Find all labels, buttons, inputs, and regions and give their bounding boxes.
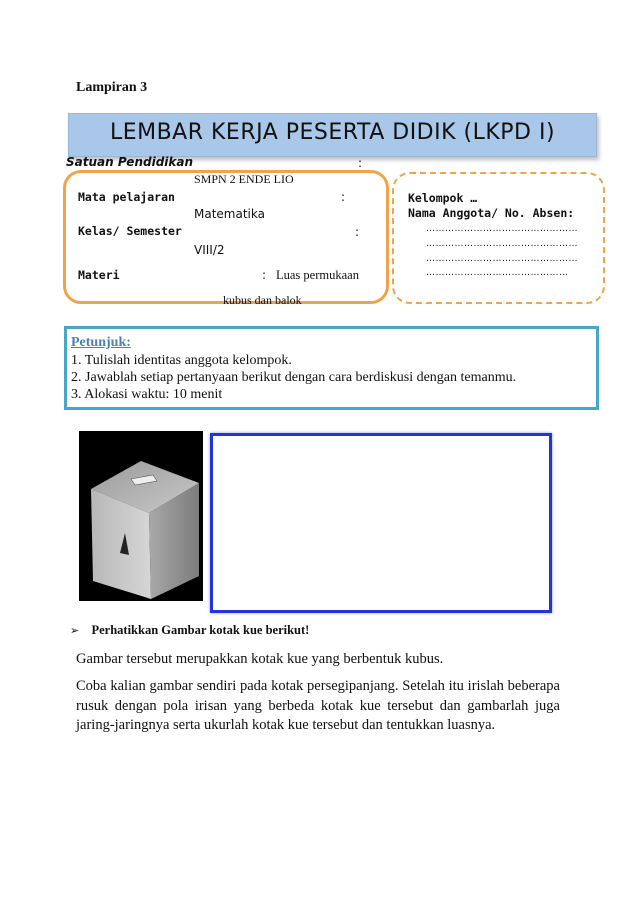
petunjuk-title: Petunjuk: [71, 335, 131, 350]
arrow-bullet-icon: ➢ [70, 624, 80, 637]
anggota-dots-3: ………………………………………… [426, 254, 578, 264]
kelas-colon: : [355, 225, 360, 239]
mapel-label: Mata pelajaran [78, 190, 175, 204]
satuan-value: SMPN 2 ENDE LIO [194, 172, 294, 186]
cake-box-image [79, 431, 203, 601]
worksheet-title: LEMBAR KERJA PESERTA DIDIK (LKPD I) [109, 120, 556, 145]
kelas-value: VIII/2 [194, 243, 225, 257]
petunjuk-box [64, 326, 599, 410]
lampiran-label: Lampiran 3 [76, 80, 148, 95]
satuan-label: Satuan Pendidikan [66, 155, 194, 169]
petunjuk-item-3: 3. Alokasi waktu: 10 menit [71, 387, 223, 402]
anggota-dots-1: ………………………………………… [426, 224, 578, 234]
mapel-value: Matematika [194, 207, 265, 221]
instruction-bullet-text: Perhatikkan Gambar kotak kue berikut! [91, 623, 310, 637]
petunjuk-item-2: 2. Jawablah setiap pertanyaan berikut dengan cara berdiskusi dengan temanmu. [71, 370, 517, 385]
mapel-colon: : [341, 190, 346, 204]
paragraph-1: Gambar tersebut merupakkan kotak kue yang berbentuk kubus. [76, 651, 444, 667]
kelompok-label: Kelompok … [408, 191, 478, 205]
materi-colon: : [262, 268, 267, 282]
materi-label: Materi [78, 268, 120, 282]
title-banner [68, 113, 597, 157]
instruction-bullet [70, 623, 309, 638]
drawing-area-box [210, 433, 552, 613]
satuan-colon: : [358, 156, 363, 170]
anggota-dots-4: ……………………………………… [426, 268, 569, 278]
materi-value-1: Luas permukaan [276, 268, 359, 282]
paragraph-2: Coba kalian gambar sendiri pada kotak persegipanjang. Setelah itu irislah beberapa rusuk dengan pola irisan yang berbeda kotak kue tersebut dan gambarlah juga jaring-jaringnya serta ukurlah kotak kue tersebut dan tentukkan luasnya. [76, 678, 560, 733]
anggota-label: Nama Anggota/ No. Absen: [408, 206, 575, 220]
anggota-dots-2: ………………………………………… [426, 239, 578, 249]
petunjuk-item-1: 1. Tulislah identitas anggota kelompok. [71, 353, 292, 368]
kelas-label: Kelas/ Semester [78, 224, 182, 238]
materi-value-2: kubus dan balok [223, 293, 302, 307]
